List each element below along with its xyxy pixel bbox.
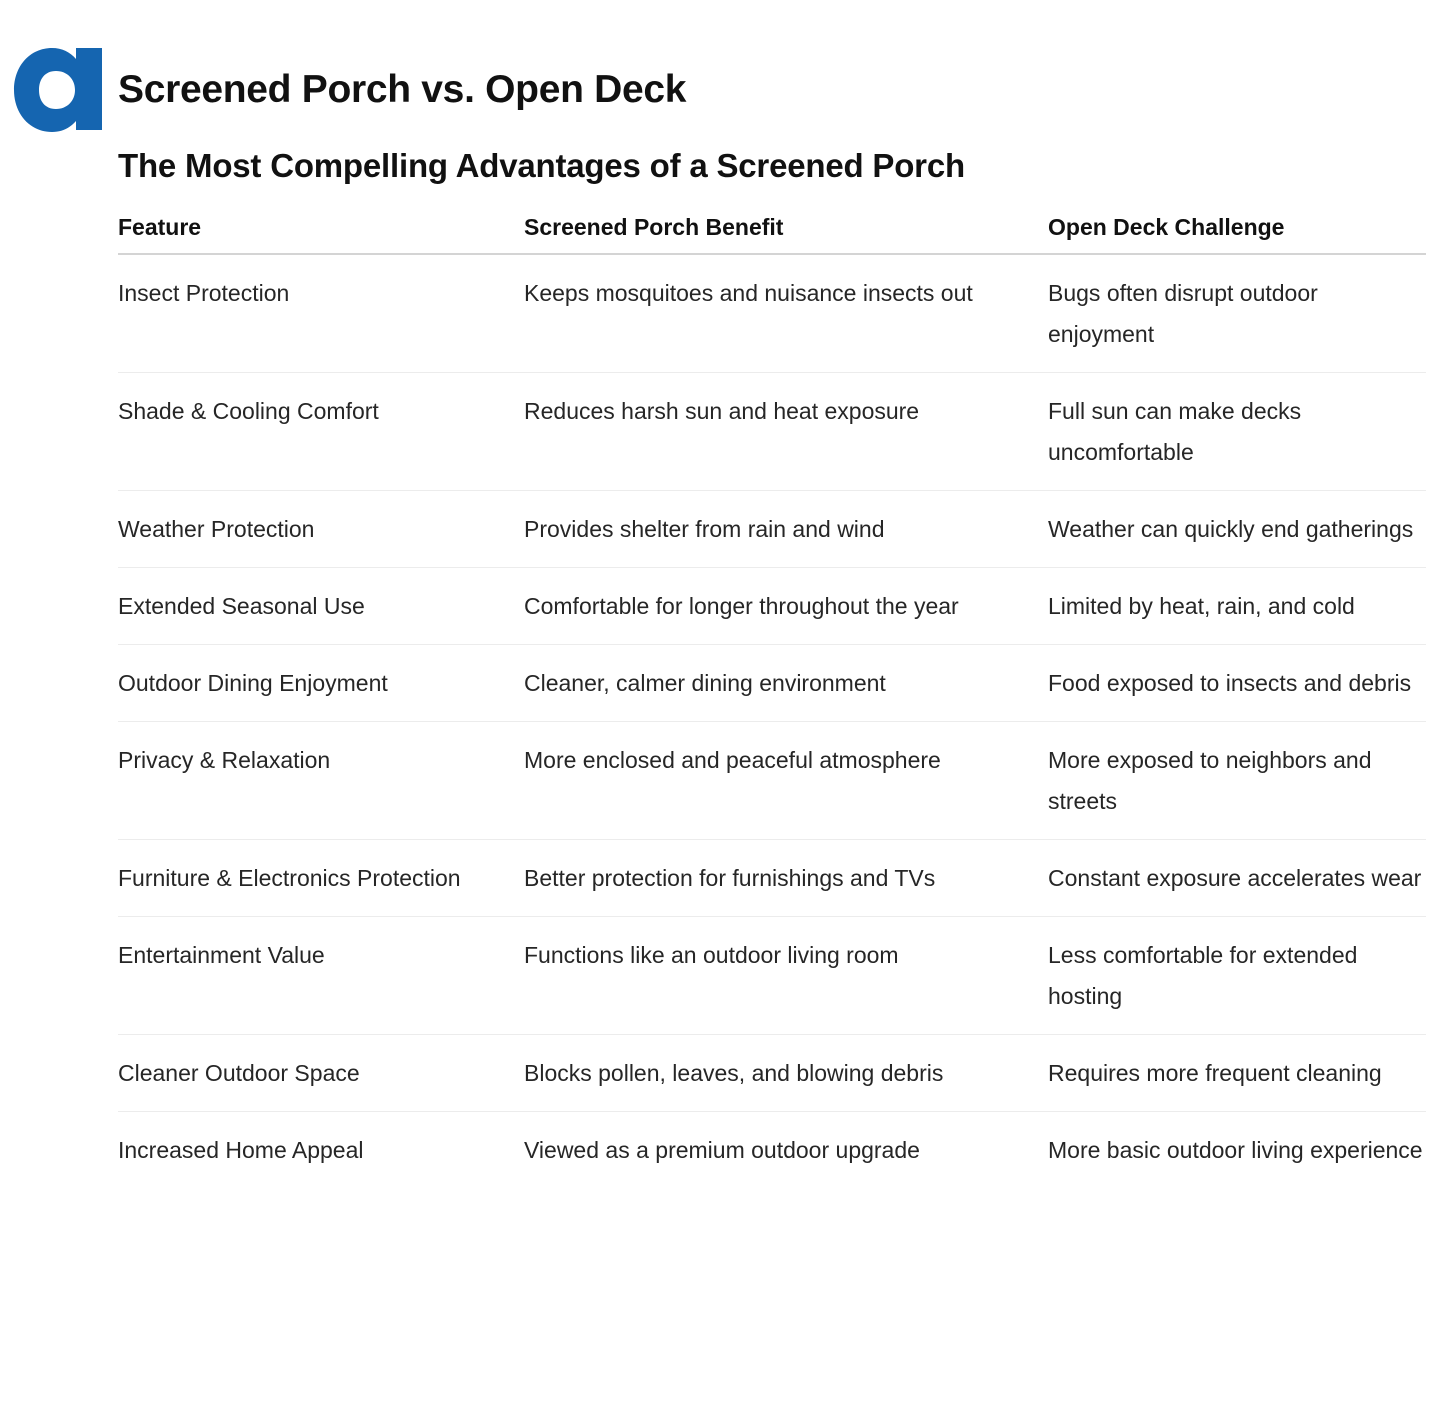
brand-logo-icon xyxy=(12,44,104,134)
deck-challenge-cell: Bugs often disrupt outdoor enjoyment xyxy=(1048,254,1426,373)
table-row xyxy=(118,1112,1426,1189)
deck-challenge-cell: Limited by heat, rain, and cold xyxy=(1048,568,1426,645)
column-header-porch-benefit: Screened Porch Benefit xyxy=(524,200,1048,254)
porch-benefit-cell: Keeps mosquitoes and nuisance insects out xyxy=(524,254,1048,373)
table-row xyxy=(118,645,1426,722)
table-row xyxy=(118,917,1426,1035)
feature-cell: Entertainment Value xyxy=(118,917,524,1035)
logo-letter-a-shape xyxy=(14,48,102,132)
table-header-row xyxy=(118,200,1426,254)
comparison-table xyxy=(118,200,1426,1188)
table-row xyxy=(118,373,1426,491)
column-header-feature: Feature xyxy=(118,200,524,254)
feature-cell: Outdoor Dining Enjoyment xyxy=(118,645,524,722)
column-header-deck-challenge: Open Deck Challenge xyxy=(1048,200,1426,254)
table-row xyxy=(118,1035,1426,1112)
deck-challenge-cell: More exposed to neighbors and streets xyxy=(1048,722,1426,840)
porch-benefit-cell: Blocks pollen, leaves, and blowing debris xyxy=(524,1035,1048,1112)
deck-challenge-cell: Less comfortable for extended hosting xyxy=(1048,917,1426,1035)
feature-cell: Shade & Cooling Comfort xyxy=(118,373,524,491)
porch-benefit-cell: Better protection for furnishings and TVs xyxy=(524,840,1048,917)
deck-challenge-cell: Food exposed to insects and debris xyxy=(1048,645,1426,722)
feature-cell: Insect Protection xyxy=(118,254,524,373)
porch-benefit-cell: Reduces harsh sun and heat exposure xyxy=(524,373,1048,491)
porch-benefit-cell: Cleaner, calmer dining environment xyxy=(524,645,1048,722)
porch-benefit-cell: More enclosed and peaceful atmosphere xyxy=(524,722,1048,840)
porch-benefit-cell: Provides shelter from rain and wind xyxy=(524,491,1048,568)
feature-cell: Increased Home Appeal xyxy=(118,1137,364,1163)
table-row xyxy=(118,840,1426,917)
page-title: Screened Porch vs. Open Deck xyxy=(118,68,687,111)
porch-benefit-cell: Comfortable for longer throughout the year xyxy=(524,568,1048,645)
table-row xyxy=(118,491,1426,568)
feature-cell: Privacy & Relaxation xyxy=(118,722,524,840)
table-row xyxy=(118,568,1426,645)
feature-cell: Cleaner Outdoor Space xyxy=(118,1035,524,1112)
deck-challenge-cell: Full sun can make decks uncomfortable xyxy=(1048,373,1426,491)
deck-challenge-cell: Requires more frequent cleaning xyxy=(1048,1035,1426,1112)
deck-challenge-cell: Weather can quickly end gatherings xyxy=(1048,491,1426,568)
page-subtitle: The Most Compelling Advantages of a Screened Porch xyxy=(118,147,965,184)
feature-cell: Weather Protection xyxy=(118,491,524,568)
table-row xyxy=(118,722,1426,840)
porch-benefit-cell: Viewed as a premium outdoor upgrade xyxy=(524,1137,920,1163)
table-row xyxy=(118,254,1426,373)
deck-challenge-cell: Constant exposure accelerates wear xyxy=(1048,840,1426,917)
feature-cell: Extended Seasonal Use xyxy=(118,568,524,645)
feature-cell: Furniture & Electronics Protection xyxy=(118,840,524,917)
porch-benefit-cell: Functions like an outdoor living room xyxy=(524,917,1048,1035)
deck-challenge-cell: More basic outdoor living experience xyxy=(1048,1137,1423,1163)
